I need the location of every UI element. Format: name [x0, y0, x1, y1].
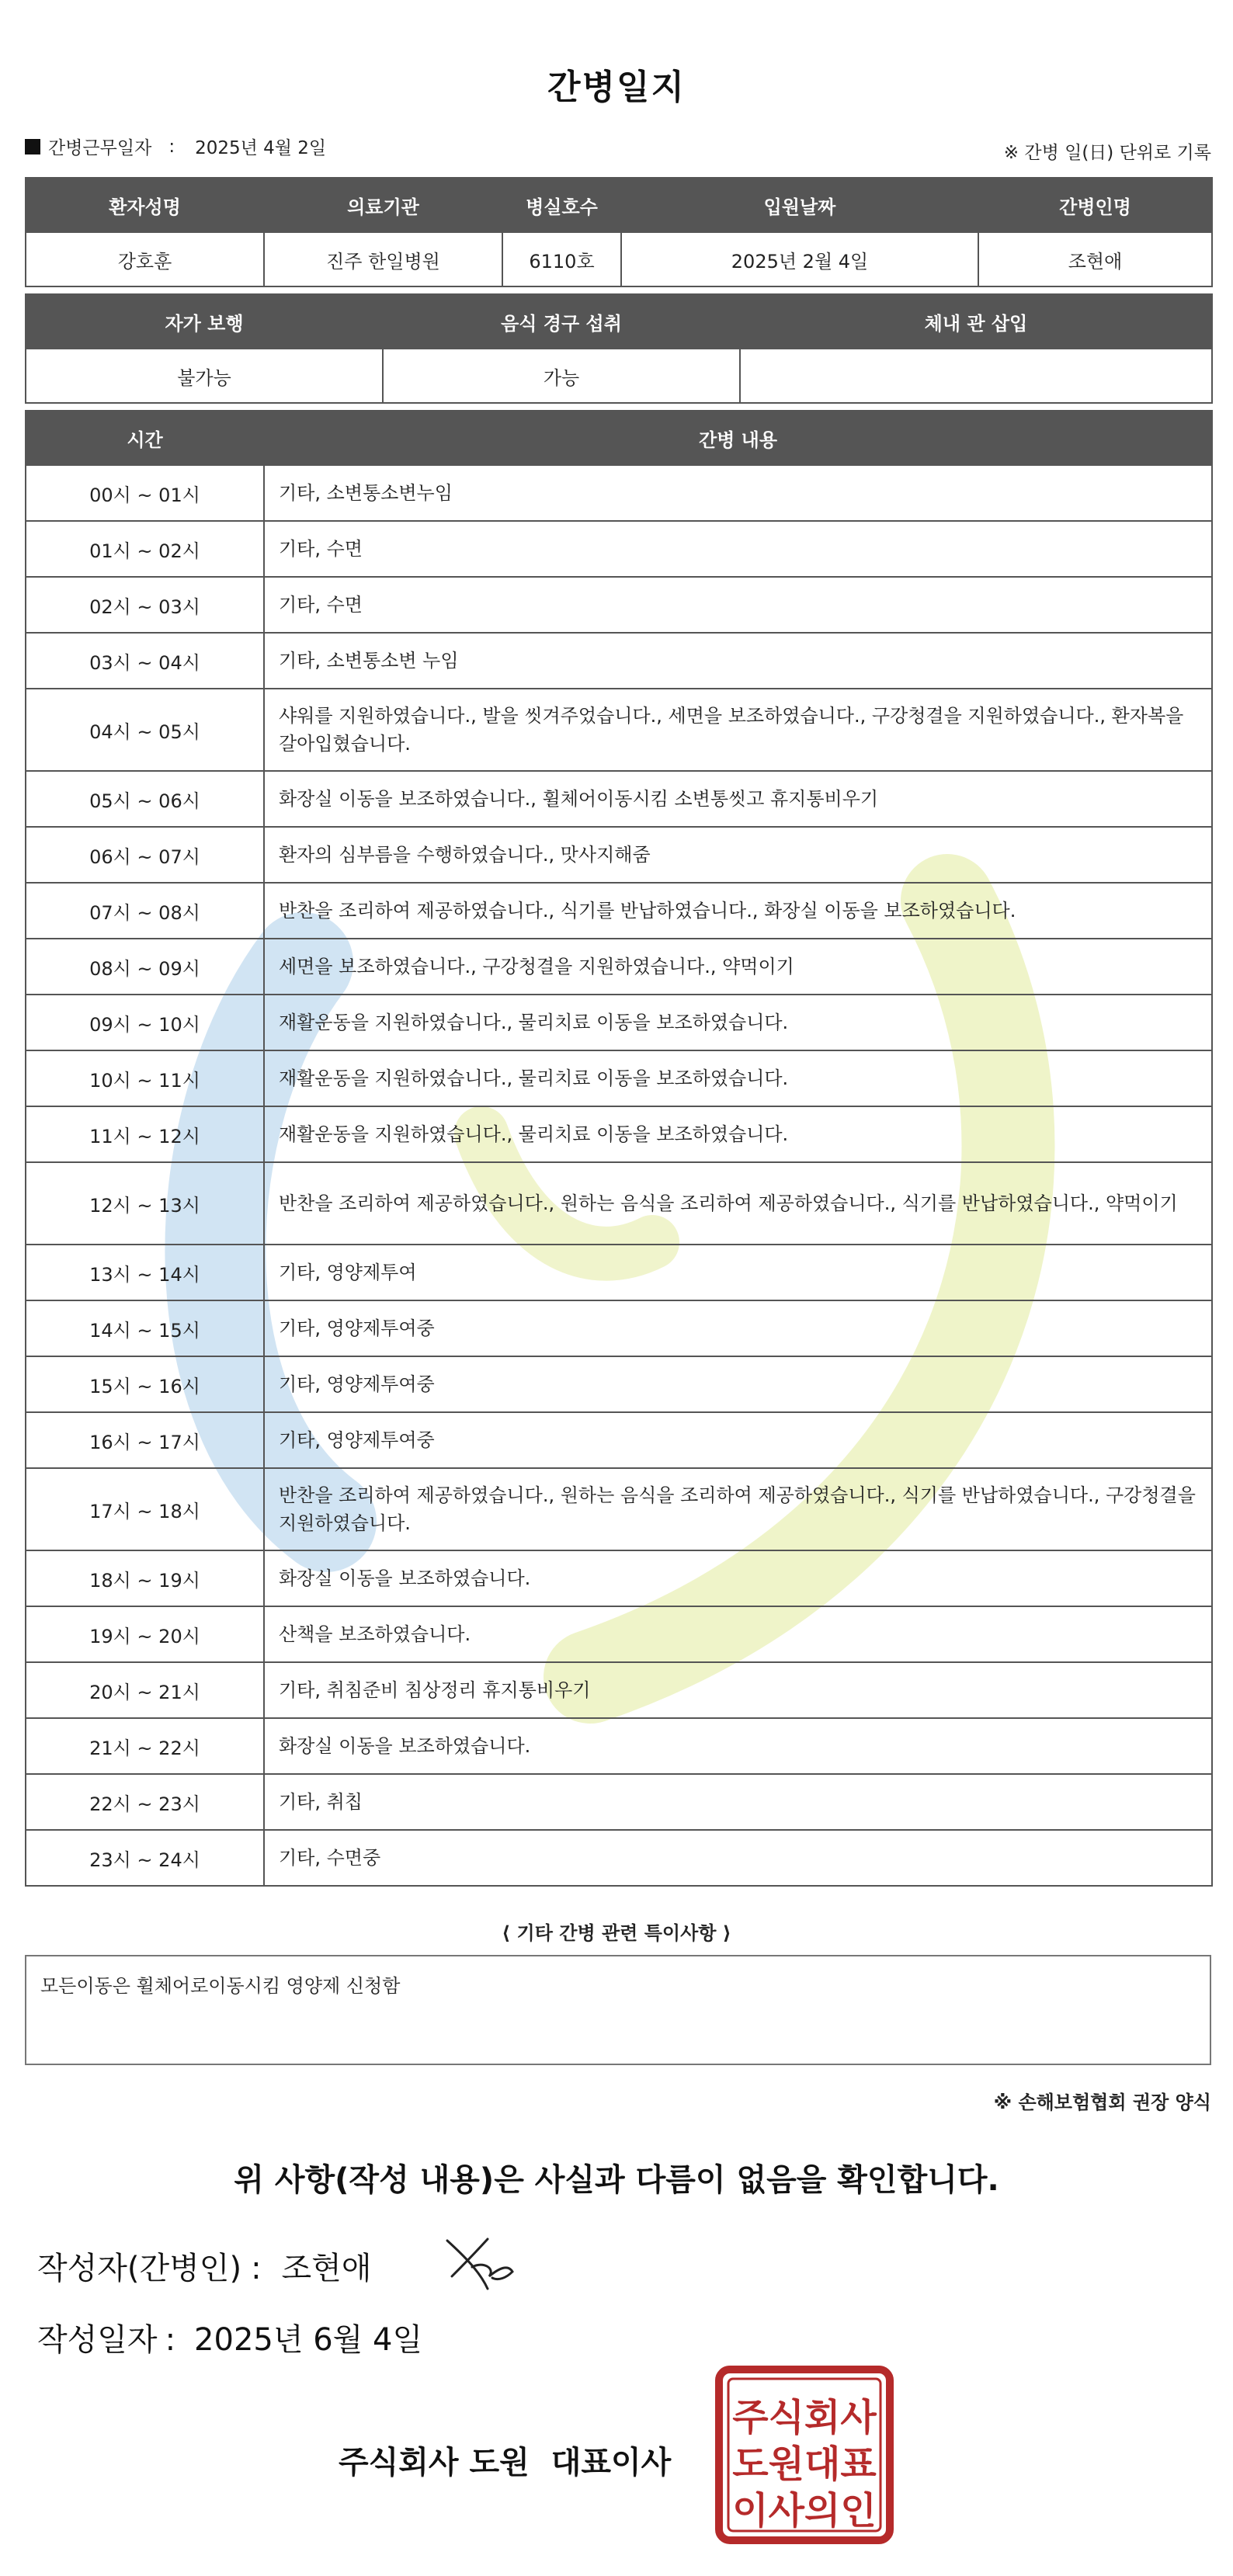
care-row-content: 기타, 취칩 [264, 1774, 1212, 1830]
care-row-time: 10시 ~ 11시 [26, 1050, 264, 1106]
header-patient-name: 환자성명 [26, 178, 264, 232]
care-header-row [26, 411, 1212, 465]
care-row-content: 기타, 취침준비 침상정리 휴지통비우기 [264, 1662, 1212, 1718]
care-row-time: 18시 ~ 19시 [26, 1550, 264, 1606]
header-admission-date: 입원날짜 [621, 178, 978, 232]
company-line [339, 2438, 693, 2482]
special-notes-title: ⟨ 기타 간병 관련 특이사항 ⟩ [502, 1922, 731, 1944]
care-row-time: 03시 ~ 04시 [26, 633, 264, 689]
special-notes-content: 모든이동은 휠체어로이동시킴 영양제 신청함 [40, 1975, 401, 1997]
care-row-content: 기타, 영양제투여 [264, 1245, 1212, 1300]
written-date-label: 작성일자 [37, 2322, 158, 2358]
care-row [26, 1830, 1212, 1886]
written-date-line [37, 2315, 422, 2359]
care-row-time: 07시 ~ 08시 [26, 883, 264, 939]
confirmation-statement: 위 사항(작성 내용)은 사실과 다름이 없음을 확인합니다. [234, 2162, 999, 2198]
care-row [26, 1468, 1212, 1550]
care-row-time: 19시 ~ 20시 [26, 1606, 264, 1662]
patient-status-table [25, 293, 1213, 404]
recommend-note: ※ 손해보험협회 권장 양식 [993, 2092, 1211, 2113]
written-date-colon: : [165, 2322, 176, 2358]
admission-date: 2025년 2월 4일 [621, 232, 978, 286]
care-row-content: 기타, 영양제투여중 [264, 1356, 1212, 1412]
care-row [26, 1412, 1212, 1468]
signature-scribble [441, 2233, 519, 2293]
care-row-time: 22시 ~ 23시 [26, 1774, 264, 1830]
care-row-content: 반찬을 조리하여 제공하였습니다., 식기를 반납하였습니다., 화장실 이동을 보조하였습니다. [264, 883, 1212, 939]
care-row-time: 14시 ~ 15시 [26, 1300, 264, 1356]
care-row [26, 1356, 1212, 1412]
care-row-time: 21시 ~ 22시 [26, 1718, 264, 1774]
care-row [26, 1606, 1212, 1662]
care-row-time: 11시 ~ 12시 [26, 1106, 264, 1162]
writer-label: 작성자(간병인) [37, 2251, 242, 2286]
care-row [26, 939, 1212, 995]
care-row-time: 12시 ~ 13시 [26, 1162, 264, 1245]
care-row [26, 827, 1212, 883]
caregiver-name: 조현애 [978, 232, 1212, 286]
care-row-time: 01시 ~ 02시 [26, 521, 264, 577]
care-row-time: 17시 ~ 18시 [26, 1468, 264, 1550]
record-note: ※ 간병 일(日) 단위로 기록 [1003, 143, 1211, 163]
care-row-time: 05시 ~ 06시 [26, 771, 264, 827]
care-row [26, 521, 1212, 577]
work-date-label: 간병근무일자 [48, 138, 152, 158]
care-row-time: 09시 ~ 10시 [26, 995, 264, 1050]
company-seal [714, 2365, 894, 2545]
care-row-content: 기타, 소변통소변 누임 [264, 633, 1212, 689]
care-row [26, 771, 1212, 827]
care-row-content: 재활운동을 지원하였습니다., 물리치료 이동을 보조하였습니다. [264, 995, 1212, 1050]
care-row [26, 577, 1212, 633]
square-bullet-icon [25, 139, 40, 154]
work-date-colon: : [168, 136, 175, 157]
patient-info-table [25, 177, 1213, 287]
care-row-time: 00시 ~ 01시 [26, 465, 264, 521]
care-row-content: 반찬을 조리하여 제공하였습니다., 원하는 음식을 조리하여 제공하였습니다., 식기를 반납하였습니다., 약먹이기 [264, 1162, 1212, 1245]
care-row [26, 1106, 1212, 1162]
care-row-time: 15시 ~ 16시 [26, 1356, 264, 1412]
header-care-content: 간병 내용 [264, 411, 1212, 465]
patient-name: 강호훈 [26, 232, 264, 286]
care-row-time: 08시 ~ 09시 [26, 939, 264, 995]
care-row [26, 1550, 1212, 1606]
care-row-content: 환자의 심부름을 수행하였습니다., 맛사지해줌 [264, 827, 1212, 883]
seal-text-line-2: 도원대표 [732, 2442, 877, 2486]
work-date-value: 2025년 4월 2일 [195, 138, 327, 158]
care-row-content: 화장실 이동을 보조하였습니다. [264, 1550, 1212, 1606]
care-row [26, 995, 1212, 1050]
care-row-content: 기타, 수면 [264, 577, 1212, 633]
care-row-content: 기타, 수면중 [264, 1830, 1212, 1886]
header-caregiver-name: 간병인명 [978, 178, 1212, 232]
header-room: 병실호수 [502, 178, 621, 232]
seal-text-line-3: 이사의인 [732, 2489, 877, 2533]
care-row-content: 화장실 이동을 보조하였습니다. [264, 1718, 1212, 1774]
care-row-content: 반찬을 조리하여 제공하였습니다., 원하는 음식을 조리하여 제공하였습니다., 식기를 반납하였습니다., 구강청결을 지원하였습니다. [264, 1468, 1212, 1550]
care-row [26, 1050, 1212, 1106]
document-title: 간병일지 [547, 68, 686, 107]
oral-intake: 가능 [383, 349, 740, 403]
tube-insertion [740, 349, 1212, 403]
special-notes-box [25, 1955, 1211, 2065]
patient-info-header-row [26, 178, 1212, 232]
status-header-row [26, 294, 1212, 349]
care-row [26, 1718, 1212, 1774]
care-row-content: 샤워를 지원하였습니다., 발을 씻겨주었습니다., 세면을 보조하였습니다., 구강청결을 지원하였습니다., 환자복을 갈아입혔습니다. [264, 689, 1212, 771]
care-row-content: 재활운동을 지원하였습니다., 물리치료 이동을 보조하였습니다. [264, 1106, 1212, 1162]
care-row [26, 1774, 1212, 1830]
care-row-content: 기타, 영양제투여중 [264, 1412, 1212, 1468]
work-date [25, 134, 326, 159]
room-number: 6110호 [502, 232, 621, 286]
care-row-time: 20시 ~ 21시 [26, 1662, 264, 1718]
writer-name: 조현애 [281, 2251, 372, 2286]
hospital: 진주 한일병원 [264, 232, 502, 286]
header-hospital: 의료기관 [264, 178, 502, 232]
care-row [26, 689, 1212, 771]
care-row [26, 1662, 1212, 1718]
care-row-content: 재활운동을 지원하였습니다., 물리치료 이동을 보조하였습니다. [264, 1050, 1212, 1106]
header-time: 시간 [26, 411, 264, 465]
care-row [26, 633, 1212, 689]
written-date-value: 2025년 6월 4일 [194, 2322, 423, 2358]
care-row [26, 883, 1212, 939]
care-row-time: 06시 ~ 07시 [26, 827, 264, 883]
self-walking: 불가능 [26, 349, 383, 403]
care-row-content: 세면을 보조하였습니다., 구강청결을 지원하였습니다., 약먹이기 [264, 939, 1212, 995]
header-self-walking: 자가 보행 [26, 294, 383, 349]
care-row-time: 16시 ~ 17시 [26, 1412, 264, 1468]
meta-row [25, 134, 1211, 165]
patient-info-value-row [26, 232, 1212, 286]
header-tube-insertion: 체내 관 삽입 [740, 294, 1212, 349]
care-row [26, 1245, 1212, 1300]
care-row [26, 1162, 1212, 1245]
care-content-table [25, 410, 1213, 1887]
status-value-row [26, 349, 1212, 403]
company-name: 주식회사 도원 [339, 2445, 530, 2481]
care-row-content: 기타, 수면 [264, 521, 1212, 577]
care-row-content: 기타, 영양제투여중 [264, 1300, 1212, 1356]
care-row [26, 465, 1212, 521]
header-oral-intake: 음식 경구 섭취 [383, 294, 740, 349]
seal-text-line-1: 주식회사 [732, 2396, 877, 2439]
care-row-time: 13시 ~ 14시 [26, 1245, 264, 1300]
care-row [26, 1300, 1212, 1356]
care-row-content: 기타, 소변통소변누임 [264, 465, 1212, 521]
care-row-content: 화장실 이동을 보조하였습니다., 휠체어이동시킴 소변통씻고 휴지통비우기 [264, 771, 1212, 827]
company-title: 대표이사 [551, 2445, 672, 2481]
writer-colon: : [251, 2251, 262, 2286]
care-row-time: 02시 ~ 03시 [26, 577, 264, 633]
writer-line [37, 2244, 371, 2288]
care-row-content: 산책을 보조하였습니다. [264, 1606, 1212, 1662]
care-row-time: 23시 ~ 24시 [26, 1830, 264, 1886]
care-row-time: 04시 ~ 05시 [26, 689, 264, 771]
